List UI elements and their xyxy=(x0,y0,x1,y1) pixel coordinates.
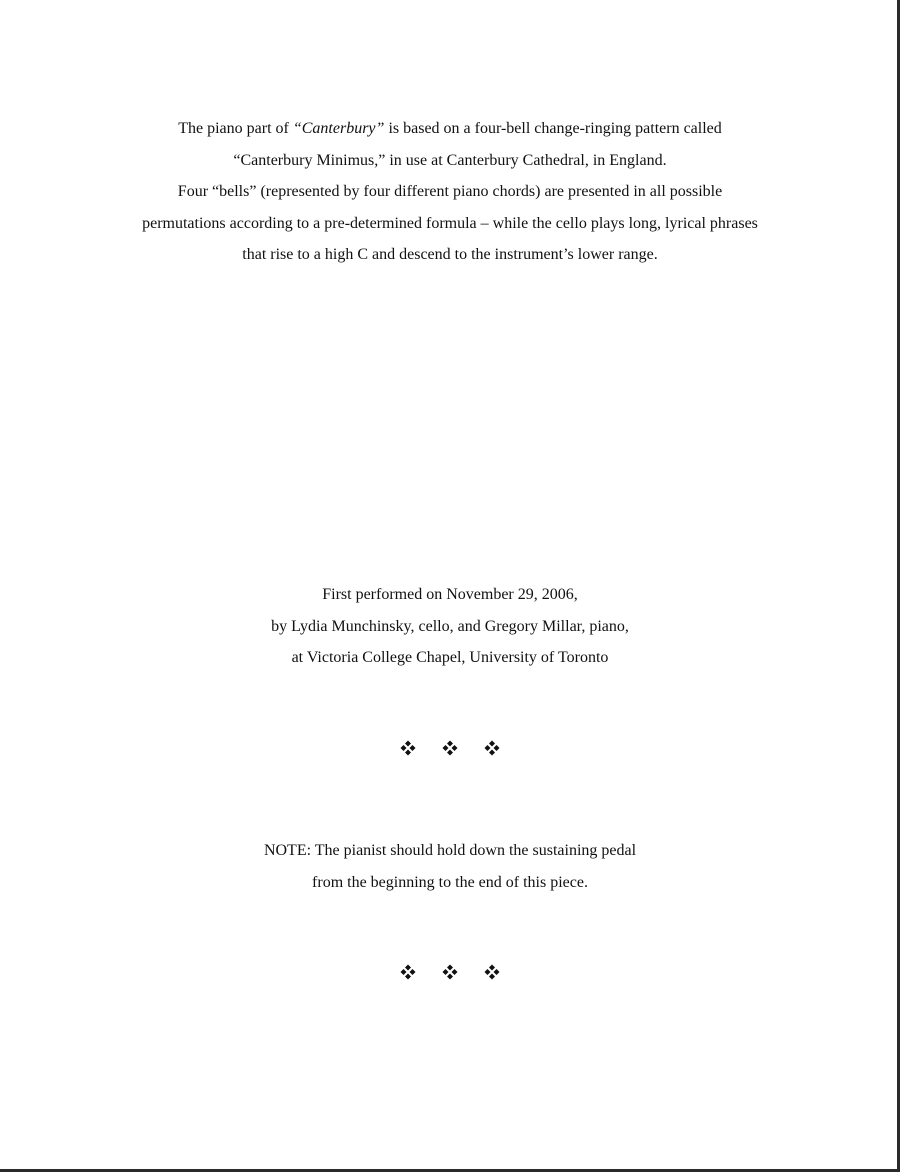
pedal-note-line-2: from the beginning to the end of this piece. xyxy=(312,873,588,891)
program-note-line-3: Four “bells” (represented by four different piano chords) are presented in all possible xyxy=(177,183,723,200)
premiere-date: First performed on November 29, 2006, xyxy=(322,586,578,603)
four-diamond-ornament-icon xyxy=(400,964,416,980)
four-diamond-ornament-icon xyxy=(484,964,500,980)
four-diamond-ornament-icon xyxy=(400,740,416,756)
program-note-line-2: “Canterbury Minimus,” in use at Canterbury Cathedral, in England. xyxy=(233,151,667,169)
four-diamond-ornament-icon xyxy=(442,740,458,756)
piece-title: “Canterbury” xyxy=(292,120,385,137)
premiere-performers: by Lydia Munchinsky, cello, and Gregory Millar, piano, xyxy=(271,617,629,635)
ornament-divider-1 xyxy=(0,740,900,764)
four-diamond-ornament-icon xyxy=(442,964,458,980)
premiere-info xyxy=(0,579,900,674)
premiere-venue: at Victoria College Chapel, University of Toronto xyxy=(291,649,609,666)
four-diamond-ornament-icon xyxy=(484,740,500,756)
program-note-line-4: permutations according to a pre-determined formula – while the cello plays long, lyrical phrases xyxy=(142,214,758,232)
performance-note xyxy=(0,835,900,898)
pedal-note-line-1: NOTE: The pianist should hold down the sustaining pedal xyxy=(263,842,637,859)
program-note-line-1: The piano part of “Canterbury” is based on a four-bell change-ringing pattern called xyxy=(178,120,722,137)
program-note xyxy=(0,113,900,271)
program-note-line-5: that rise to a high C and descend to the instrument’s lower range. xyxy=(242,246,658,263)
ornament-divider-2 xyxy=(0,964,900,988)
